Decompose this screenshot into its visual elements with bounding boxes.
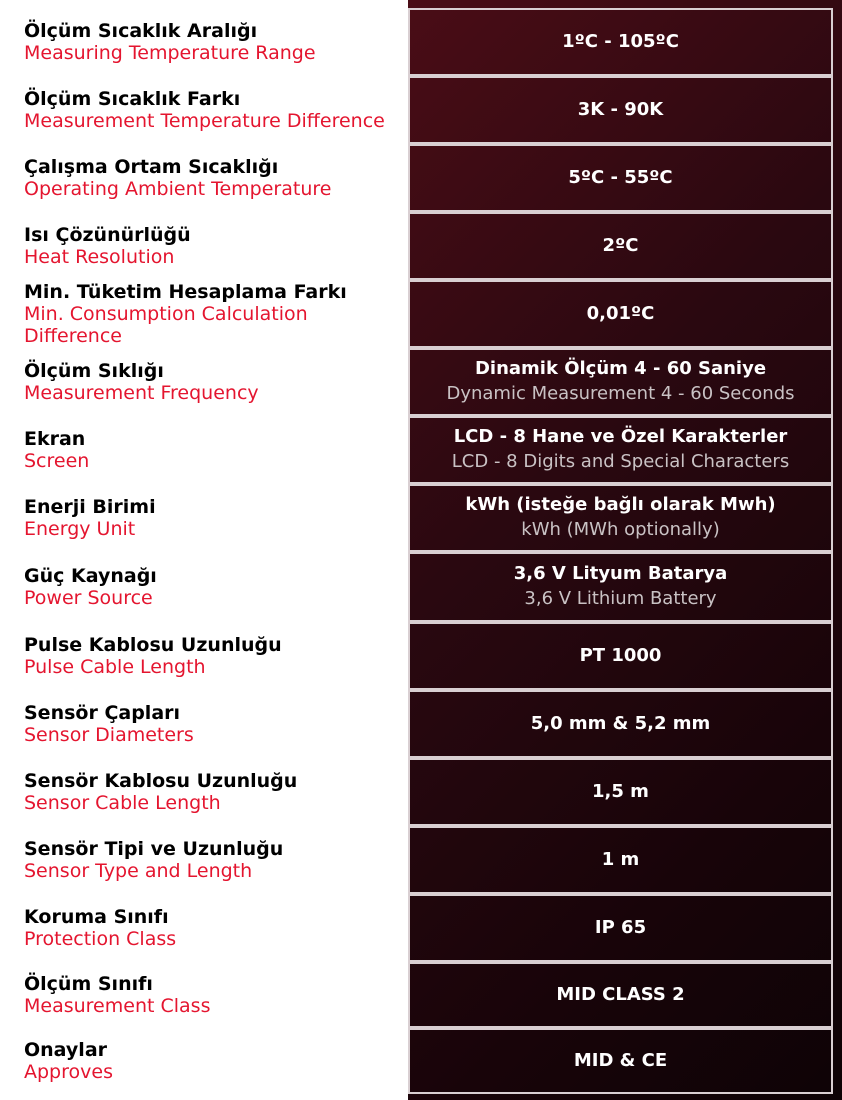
spec-row-sensor-cable-length (0, 758, 842, 826)
label-turkish: Onaylar (24, 1039, 108, 1061)
row-label (0, 484, 408, 552)
label-english: Power Source (24, 587, 153, 609)
label-turkish: Ölçüm Sıcaklık Farkı (24, 88, 241, 110)
row-label (0, 690, 408, 758)
spec-row-energy-unit (0, 484, 842, 552)
value-turkish: 1 m (601, 849, 640, 870)
row-label (0, 348, 408, 416)
value-english: kWh (MWh optionally) (521, 519, 720, 540)
spec-row-measurement-class (0, 962, 842, 1028)
row-label (0, 552, 408, 622)
label-turkish: Güç Kaynağı (24, 565, 157, 587)
value-cell (408, 894, 833, 962)
value-cell (408, 416, 833, 484)
row-label (0, 76, 408, 144)
value-turkish: 1ºC - 105ºC (562, 31, 679, 52)
label-english: Sensor Type and Length (24, 860, 253, 882)
value-cell (408, 212, 833, 280)
spec-row-protection-class (0, 894, 842, 962)
value-turkish: MID CLASS 2 (556, 984, 685, 1005)
spec-row-pulse-cable-length (0, 622, 842, 690)
label-turkish: Koruma Sınıfı (24, 906, 169, 928)
label-english: Sensor Diameters (24, 724, 194, 746)
row-label (0, 416, 408, 484)
row-label (0, 894, 408, 962)
row-label (0, 212, 408, 280)
value-cell (408, 484, 833, 552)
value-cell (408, 758, 833, 826)
value-english: LCD - 8 Digits and Special Characters (451, 451, 790, 472)
value-cell (408, 8, 833, 76)
spec-row-measurement-temperature-difference (0, 76, 842, 144)
row-label (0, 8, 408, 76)
label-turkish: Pulse Kablosu Uzunluğu (24, 634, 282, 656)
spec-row-heat-resolution (0, 212, 842, 280)
value-cell (408, 622, 833, 690)
row-label (0, 758, 408, 826)
label-turkish: Ölçüm Sınıfı (24, 973, 153, 995)
value-english: Dynamic Measurement 4 - 60 Seconds (446, 383, 795, 404)
value-turkish: Dinamik Ölçüm 4 - 60 Saniye (474, 358, 767, 379)
value-turkish: 5,0 mm & 5,2 mm (530, 713, 711, 734)
spec-row-power-source (0, 552, 842, 622)
value-turkish: PT 1000 (579, 645, 662, 666)
value-turkish: 3K - 90K (577, 99, 664, 120)
value-cell (408, 826, 833, 894)
row-label (0, 280, 408, 348)
value-cell (408, 690, 833, 758)
label-english: Sensor Cable Length (24, 792, 221, 814)
value-cell (408, 76, 833, 144)
label-turkish: Enerji Birimi (24, 496, 156, 518)
label-turkish: Ölçüm Sıcaklık Aralığı (24, 20, 258, 42)
row-label (0, 622, 408, 690)
row-label (0, 1028, 408, 1094)
value-turkish: 5ºC - 55ºC (568, 167, 673, 188)
spec-row-screen (0, 416, 842, 484)
spec-row-approves (0, 1028, 842, 1094)
label-turkish: Sensör Kablosu Uzunluğu (24, 770, 298, 792)
label-english: Measuring Temperature Range (24, 42, 316, 64)
value-cell (408, 962, 833, 1028)
label-english: Measurement Temperature Difference (24, 110, 385, 132)
spec-row-sensor-type-and-length (0, 826, 842, 894)
label-turkish: Çalışma Ortam Sıcaklığı (24, 156, 279, 178)
label-english: Min. Consumption Calculation Difference (24, 303, 308, 347)
value-turkish: MID & CE (573, 1050, 668, 1071)
spec-row-min-consumption-calculation-difference (0, 280, 842, 348)
label-english: Energy Unit (24, 518, 136, 540)
label-english: Operating Ambient Temperature (24, 178, 332, 200)
value-turkish: 3,6 V Lityum Batarya (513, 563, 728, 584)
label-turkish: Ölçüm Sıklığı (24, 360, 164, 382)
label-english: Protection Class (24, 928, 177, 950)
spec-row-operating-ambient-temperature (0, 144, 842, 212)
value-turkish: 1,5 m (592, 781, 649, 802)
row-label (0, 962, 408, 1028)
value-turkish: IP 65 (594, 917, 647, 938)
value-turkish: 2ºC (602, 235, 639, 256)
label-english: Pulse Cable Length (24, 656, 206, 678)
label-english: Heat Resolution (24, 246, 175, 268)
row-label (0, 144, 408, 212)
value-cell (408, 552, 833, 622)
row-label (0, 826, 408, 894)
label-english: Approves (24, 1061, 113, 1083)
spec-row-measurement-frequency (0, 348, 842, 416)
value-turkish: 0,01ºC (586, 303, 655, 324)
value-turkish: LCD - 8 Hane ve Özel Karakterler (453, 426, 788, 447)
label-turkish: Isı Çözünürlüğü (24, 224, 191, 246)
value-turkish: kWh (isteğe bağlı olarak Mwh) (465, 494, 776, 515)
value-cell (408, 1028, 833, 1094)
spec-row-sensor-diameters (0, 690, 842, 758)
label-turkish: Sensör Çapları (24, 702, 181, 724)
spec-row-measuring-temperature-range (0, 8, 842, 76)
value-cell (408, 348, 833, 416)
label-english: Measurement Class (24, 995, 211, 1017)
label-turkish: Min. Tüketim Hesaplama Farkı (24, 281, 347, 303)
label-turkish: Ekran (24, 428, 86, 450)
value-cell (408, 144, 833, 212)
value-english: 3,6 V Lithium Battery (524, 588, 717, 609)
label-turkish: Sensör Tipi ve Uzunluğu (24, 838, 284, 860)
value-cell (408, 280, 833, 348)
label-english: Measurement Frequency (24, 382, 259, 404)
label-english: Screen (24, 450, 90, 472)
